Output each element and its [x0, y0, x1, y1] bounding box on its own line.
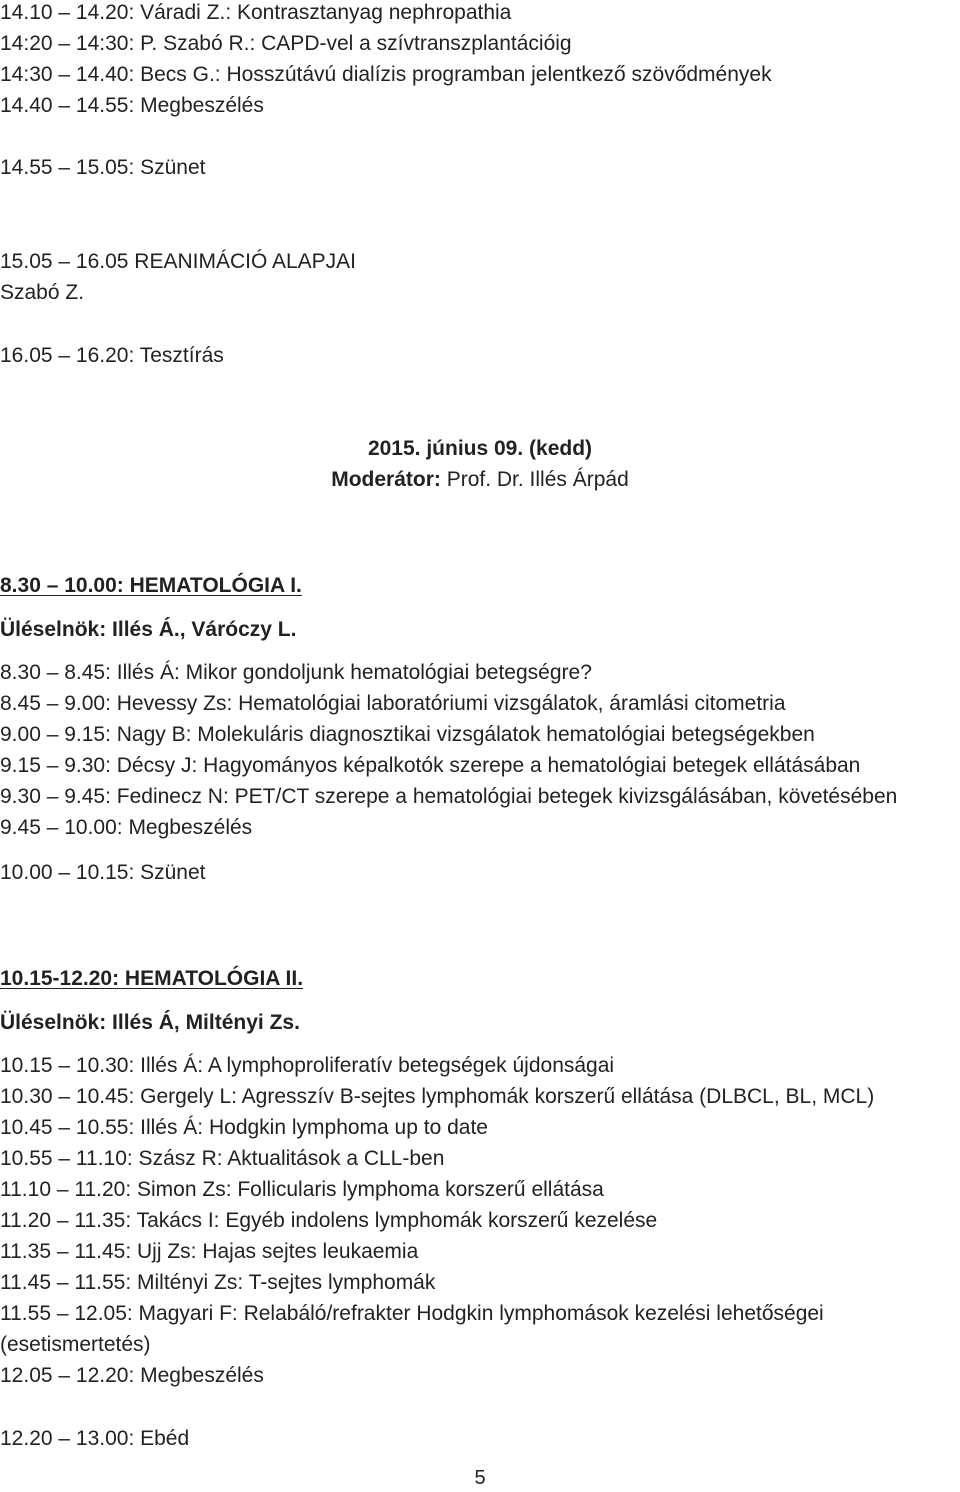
- program-line: 14.10 – 14.20: Váradi Z.: Kontrasztanyag nephropathia: [0, 1, 512, 24]
- session-title-hematologia-2: 10.15-12.20: HEMATOLÓGIA II.: [0, 967, 304, 990]
- lunch-line: 12.20 – 13.00: Ebéd: [0, 1427, 190, 1450]
- program-line: 14:20 – 14:30: P. Szabó R.: CAPD-vel a szívtranszplantációig: [0, 32, 572, 55]
- session-item: 11.35 – 11.45: Ujj Zs: Hajas sejtes leukaemia: [0, 1240, 419, 1263]
- program-line: 14:30 – 14.40: Becs G.: Hosszútávú dialízis programban jelentkező szövődmények: [0, 63, 772, 86]
- session-chairs: Üléselnök: Illés Á, Miltényi Zs.: [0, 1011, 300, 1034]
- page-number: 5: [474, 1467, 486, 1489]
- day-date: [0, 436, 960, 462]
- section-title-reanimacio: 15.05 – 16.05 REANIMÁCIÓ ALAPJAI: [0, 250, 357, 273]
- session-item: 10.45 – 10.55: Illés Á: Hodgkin lymphoma up to date: [0, 1116, 488, 1139]
- break-line: 14.55 – 15.05: Szünet: [0, 156, 206, 179]
- session-item: 9.45 – 10.00: Megbeszélés: [0, 816, 253, 839]
- session-item: 11.20 – 11.35: Takács I: Egyéb indolens lymphomák korszerű kezelése: [0, 1209, 658, 1232]
- session-item: 9.00 – 9.15: Nagy B: Molekuláris diagnosztikai vizsgálatok hematológiai betegségekben: [0, 723, 815, 746]
- break-line: 10.00 – 10.15: Szünet: [0, 861, 206, 884]
- session-item: 10.30 – 10.45: Gergely L: Agresszív B-sejtes lymphomák korszerű ellátása (DLBCL, BL, MCL): [0, 1085, 875, 1108]
- session-item: 11.45 – 11.55: Miltényi Zs: T-sejtes lymphomák: [0, 1271, 436, 1294]
- session-item: 8.30 – 8.45: Illés Á: Mikor gondoljunk hematológiai betegségre?: [0, 661, 592, 684]
- session-item: 10.55 – 11.10: Szász R: Aktualitások a CLL-ben: [0, 1147, 445, 1170]
- day-date-text: 2015. június 09. (kedd): [367, 437, 593, 460]
- session-item: 8.45 – 9.00: Hevessy Zs: Hematológiai laboratóriumi vizsgálatok, áramlási citometria: [0, 692, 786, 715]
- session-title-hematologia-1: 8.30 – 10.00: HEMATOLÓGIA I.: [0, 574, 302, 597]
- session-item: 9.30 – 9.45: Fedinecz N: PET/CT szerepe a hematológiai betegek kivizsgálásában, követésében: [0, 785, 898, 808]
- session-item: 9.15 – 9.30: Décsy J: Hagyományos képalkotók szerepe a hematológiai betegek ellátásában: [0, 754, 861, 777]
- session-chairs: Üléselnök: Illés Á., Váróczy L.: [0, 618, 297, 641]
- program-line: 14.40 – 14.55: Megbeszélés: [0, 94, 264, 117]
- moderator-name: Prof. Dr. Illés Árpád: [440, 468, 629, 491]
- session-item: 11.10 – 11.20: Simon Zs: Follicularis lymphoma korszerű ellátása: [0, 1178, 604, 1201]
- section-speaker: Szabó Z.: [0, 281, 85, 304]
- session-item: 11.55 – 12.05: Magyari F: Relabáló/refrakter Hodgkin lymphomások kezelési lehetőségei: [0, 1302, 824, 1325]
- session-item: 12.05 – 12.20: Megbeszélés: [0, 1364, 264, 1387]
- session-item: 10.15 – 10.30: Illés Á: A lymphoproliferatív betegségek újdonságai: [0, 1054, 615, 1077]
- moderator-label: Moderátor:: [331, 468, 441, 491]
- session-item-continuation: (esetismertetés): [0, 1333, 151, 1356]
- test-line: 16.05 – 16.20: Tesztírás: [0, 344, 224, 367]
- moderator-line: [0, 467, 960, 493]
